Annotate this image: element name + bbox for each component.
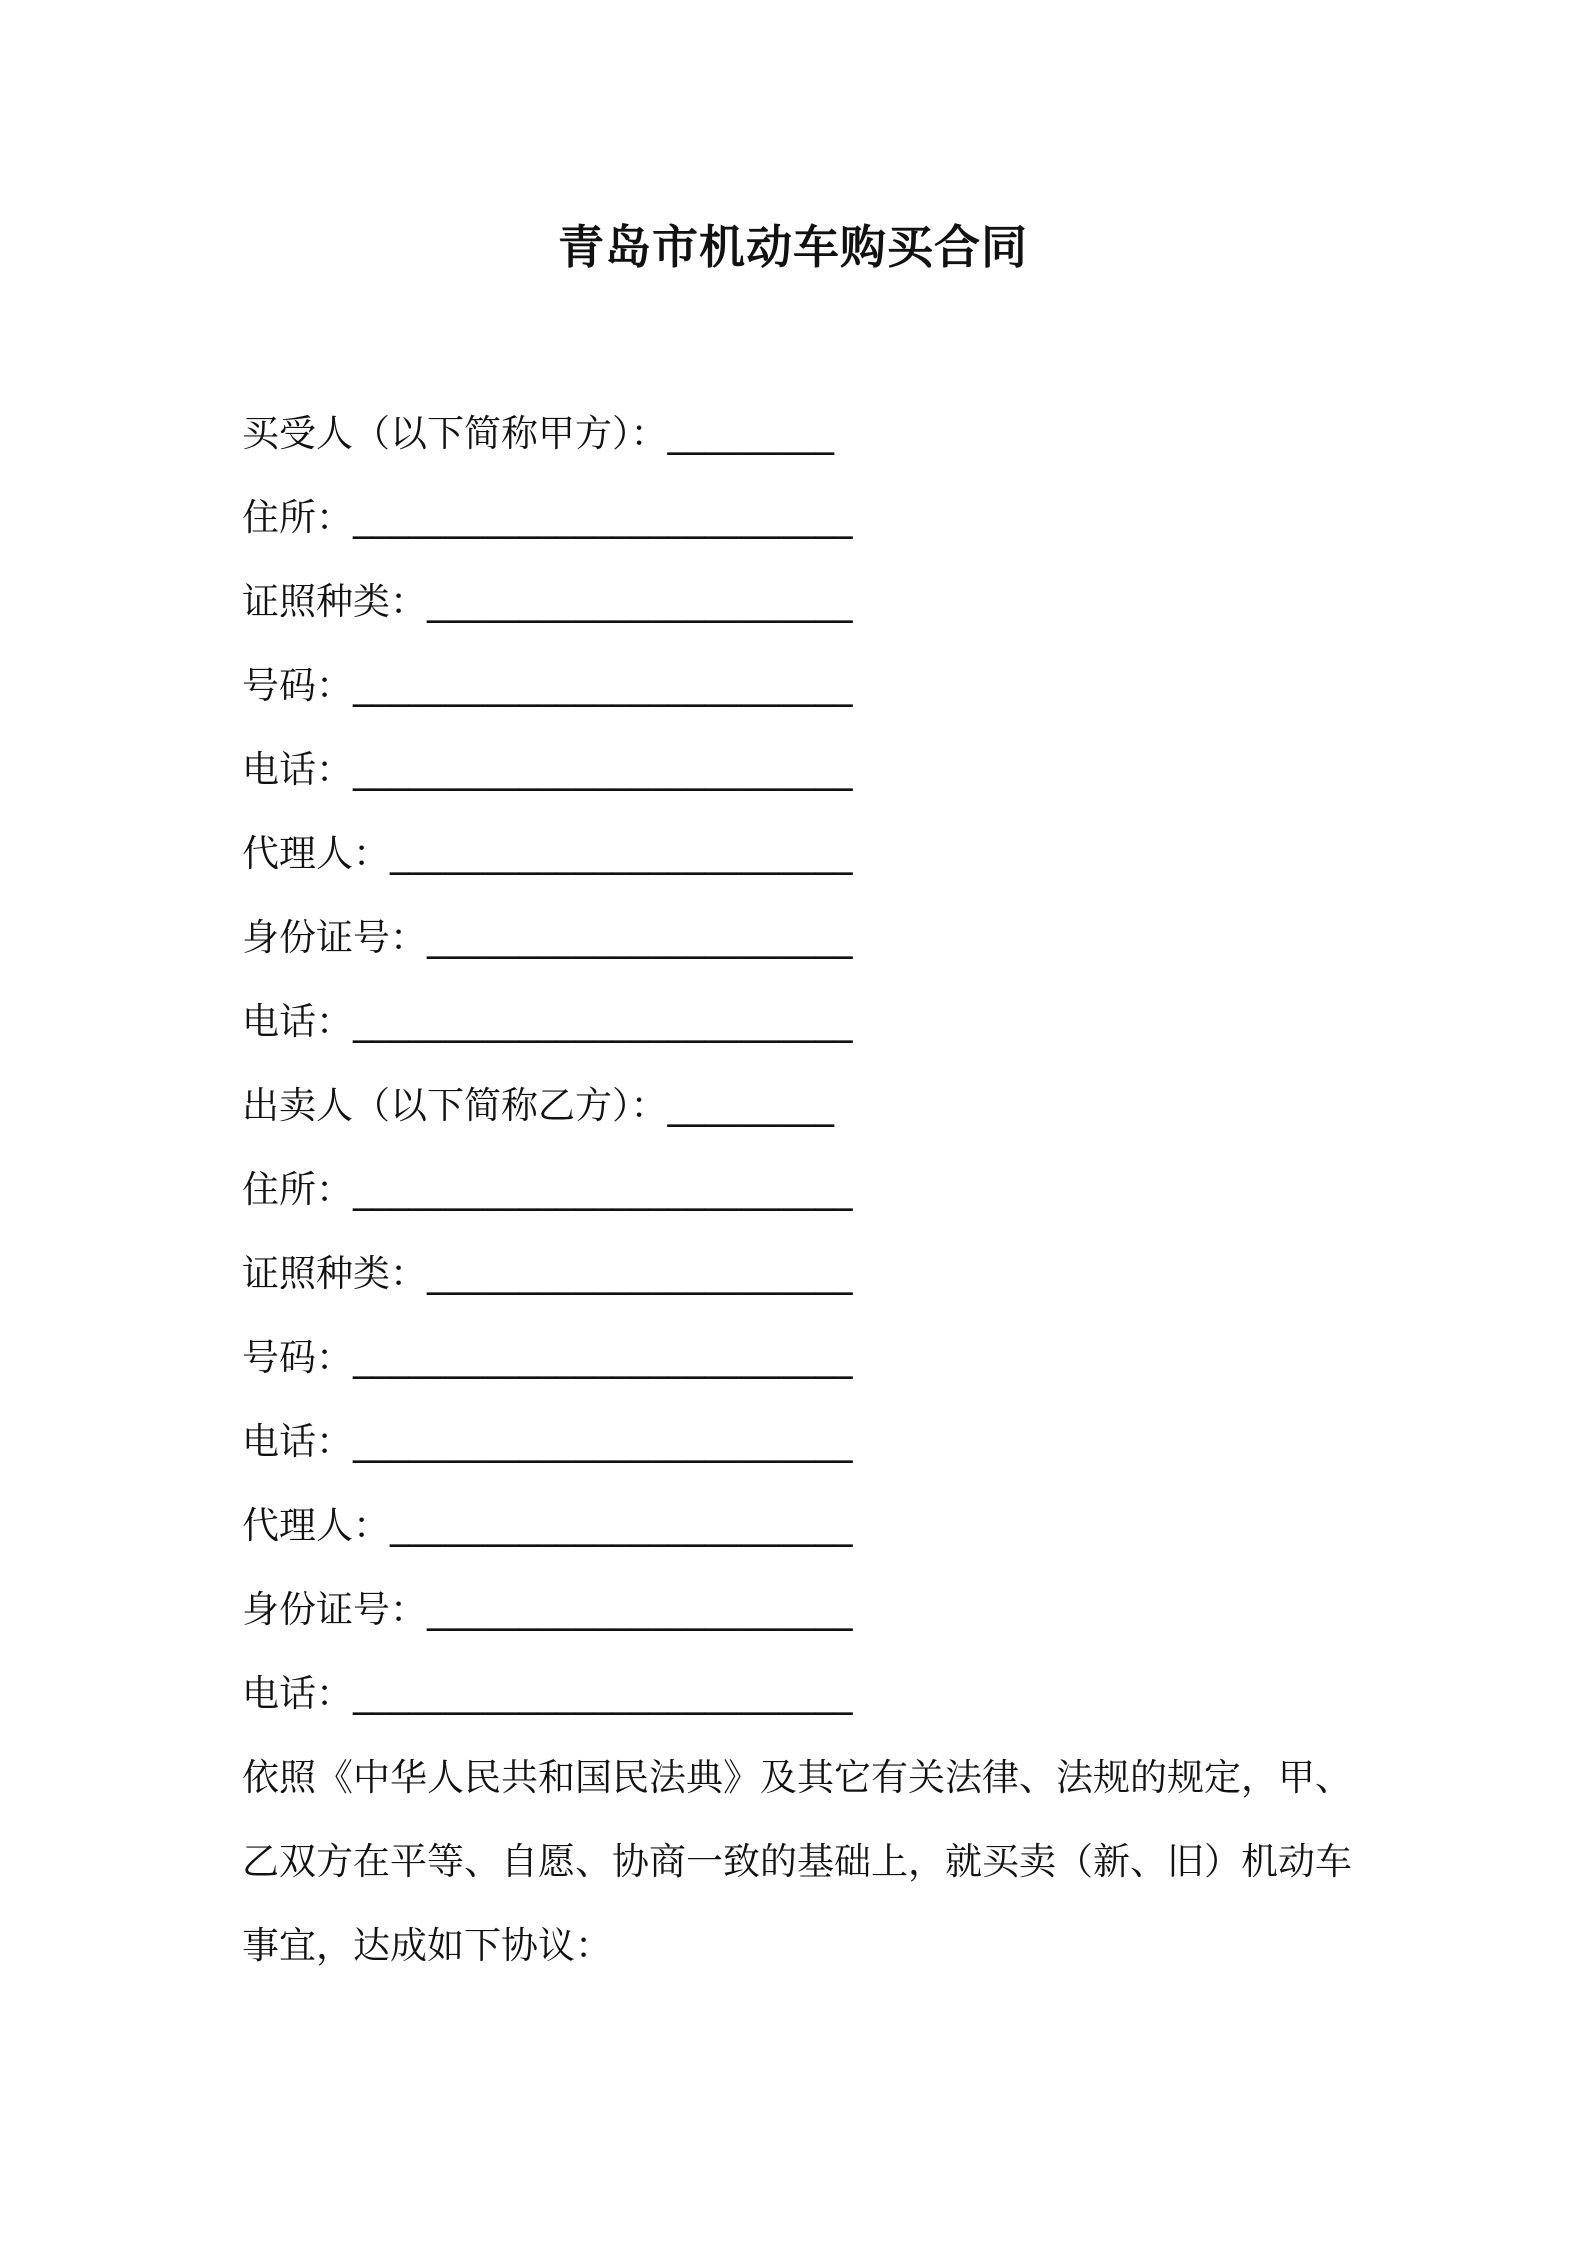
- buyer-name-field: 买受人（以下简称甲方）：_________: [242, 412, 834, 455]
- seller-name-field: 出卖人（以下简称乙方）：_________: [242, 1084, 834, 1127]
- document-title: 青岛市机动车购买合同: [558, 220, 1028, 274]
- buyer-agent-id-field: 身份证号：_______________________: [242, 916, 853, 959]
- buyer-agent-phone-field: 电话：___________________________: [242, 1000, 853, 1043]
- preamble-line: 依照《中华人民共和国民法典》及其它有关法律、法规的规定，甲、: [242, 1756, 1352, 1799]
- seller-address-field: 住所：___________________________: [242, 1168, 853, 1211]
- preamble-line: 乙双方在平等、自愿、协商一致的基础上，就买卖（新、旧）机动车: [242, 1840, 1352, 1883]
- seller-phone-field: 电话：___________________________: [242, 1420, 853, 1463]
- buyer-agent-field: 代理人：_________________________: [242, 832, 853, 875]
- seller-id-number-field: 号码：___________________________: [242, 1336, 853, 1379]
- buyer-phone-field: 电话：___________________________: [242, 748, 853, 791]
- buyer-id-type-field: 证照种类：_______________________: [242, 580, 853, 623]
- seller-agent-phone-field: 电话：___________________________: [242, 1672, 853, 1715]
- seller-id-type-field: 证照种类：_______________________: [242, 1252, 853, 1295]
- buyer-address-field: 住所：___________________________: [242, 496, 853, 539]
- buyer-id-number-field: 号码：___________________________: [242, 664, 853, 707]
- seller-agent-field: 代理人：_________________________: [242, 1504, 853, 1547]
- seller-agent-id-field: 身份证号：_______________________: [242, 1588, 853, 1631]
- preamble-line: 事宜，达成如下协议：: [242, 1924, 612, 1967]
